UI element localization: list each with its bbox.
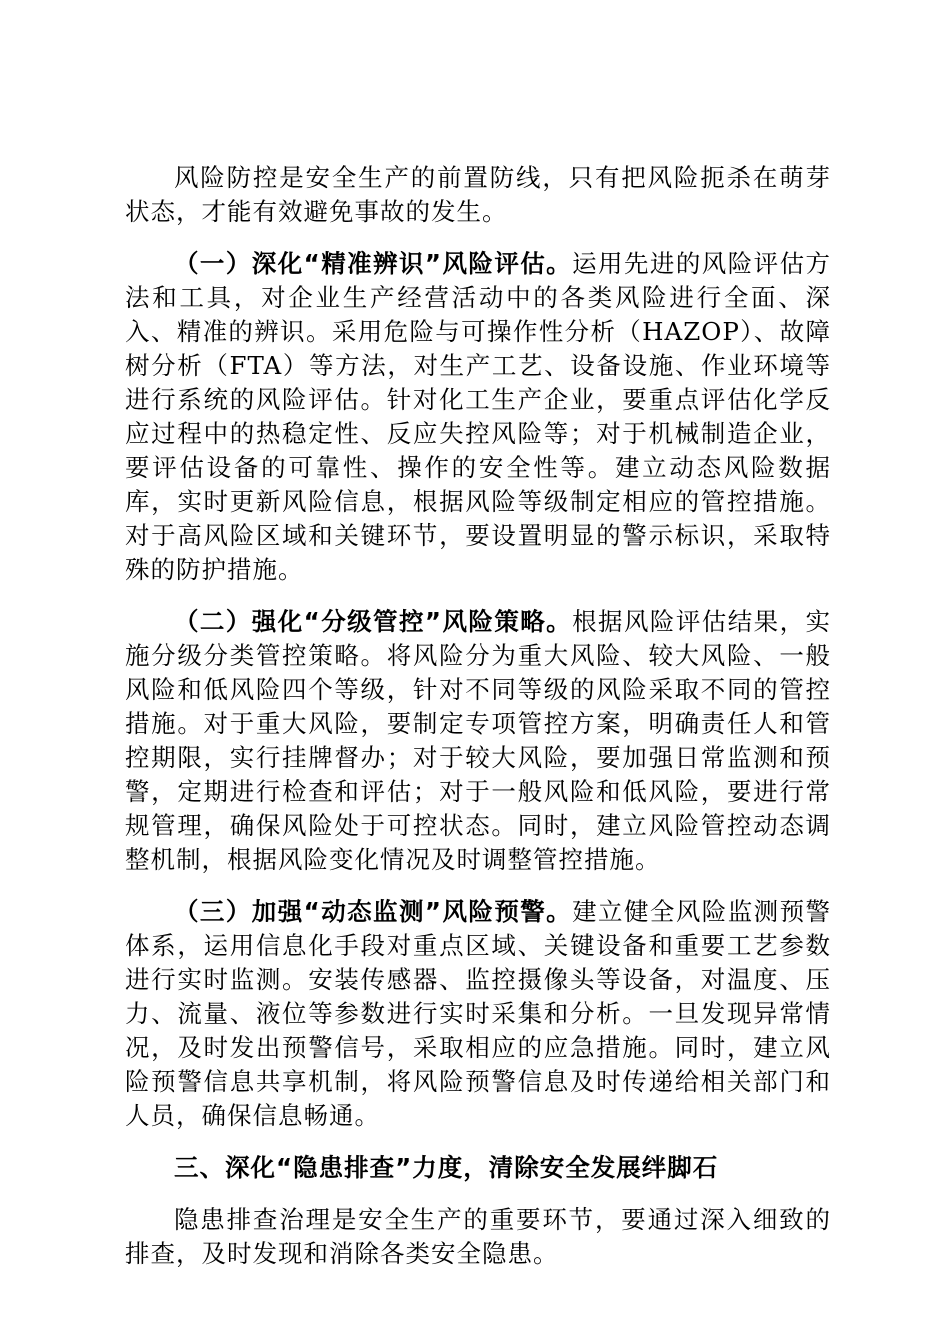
section-2-body: 根据风险评估结果，实施分级分类管控策略。将风险分为重大风险、较大风险、一般风险和低风险四个等级，针对不同等级的风险采取不同的管控措施。对于重大风险，要制定专项管控方案，明确责任人和管控期限，实行挂牌督办；对于较大风险，要加强日常监测和预警，定期进行检查和评估；对于一般风险和低风险，要进行常规管理，确保风险处于可控状态。同时，建立风险管控动态调整机制，根据风险变化情况及时调整管控措施。 [125, 607, 832, 874]
section-1-paragraph [125, 247, 831, 587]
section-2-lead: （二）强化“分级管控”风险策略。 [174, 607, 573, 636]
document-body [125, 161, 831, 1289]
closing-paragraph: 隐患排查治理是安全生产的重要环节，要通过深入细致的排查，及时发现和消除各类安全隐患。 [125, 1205, 831, 1268]
section-3-body: 建立健全风险监测预警体系，运用信息化手段对重点区域、关键设备和重要工艺参数进行实时监测。安装传感器、监控摄像头等设备，对温度、压力、流量、液位等参数进行实时采集和分析。一旦发现异常情况，及时发出预警信号，采取相应的应急措施。同时，建立风险预警信息共享机制，将风险预警信息及时传递给相关部门和人员，确保信息畅通。 [125, 897, 832, 1130]
intro-paragraph: 风险防控是安全生产的前置防线，只有把风险扼杀在萌芽状态，才能有效避免事故的发生。 [125, 163, 831, 226]
section-3-lead: （三）加强“动态监测”风险预警。 [174, 897, 573, 926]
section-heading-3: 三、深化“隐患排查”力度，清除安全发展绊脚石 [174, 1153, 719, 1182]
section-1-body: 运用先进的风险评估方法和工具，对企业生产经营活动中的各类风险进行全面、深入、精准的辨识。采用危险与可操作性分析（HAZOP）、故障树分析（FTA）等方法，对生产工艺、设备设施、作业环境等进行系统的风险评估。针对化工生产企业，要重点评估化学反应过程中的热稳定性、反应失控风险等；对于机械制造企业，要评估设备的可靠性、操作的安全性等。建立动态风险数据库，实时更新风险信息，根据风险等级制定相应的管控措施。对于高风险区域和关键环节，要设置明显的警示标识，采取特殊的防护措施。 [125, 249, 832, 584]
section-3-paragraph [125, 895, 831, 1133]
section-1-lead: （一）深化“精准辨识”风险评估。 [174, 249, 573, 278]
section-2-paragraph [125, 605, 831, 877]
